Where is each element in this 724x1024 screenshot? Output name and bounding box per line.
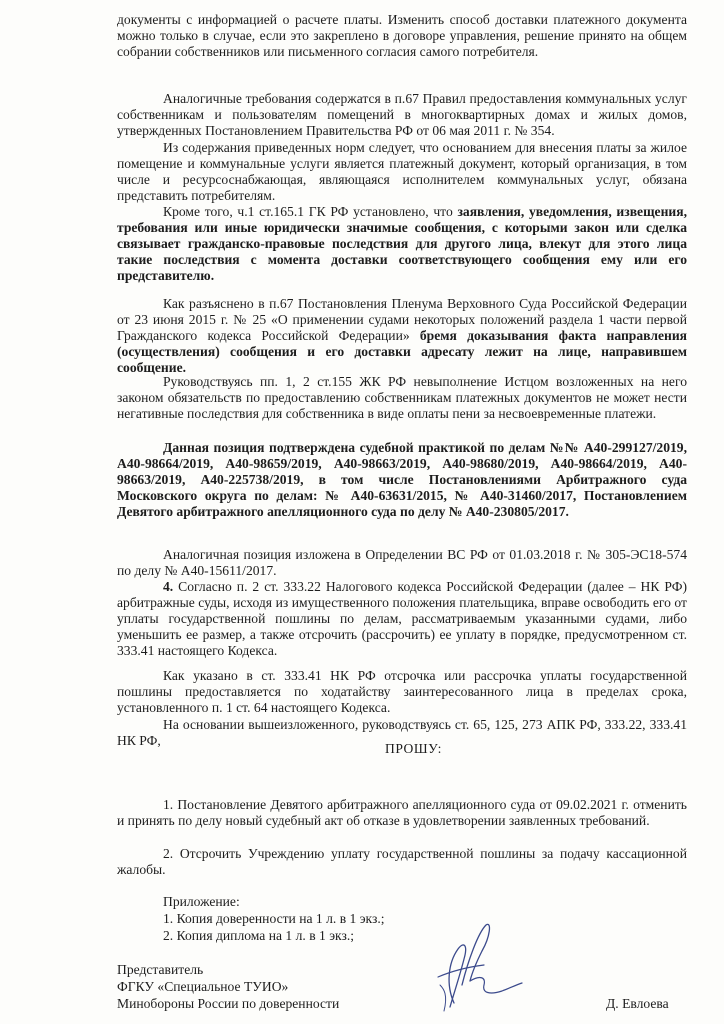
- appendix-item: 1. Копия доверенности на 1 л. в 1 экз.;: [163, 911, 385, 926]
- paragraph-gk-165-bold: заявления, уведомления, извещения, требования или иные юридически значимые сообщения, с которыми закон или сделка связывает гражданско-правовые последствия для другого лица, влекут для этого лица такие последствия с момента доставки соответствующего сообщения ему или его представителю.: [117, 204, 688, 283]
- paragraph-supreme-court: Аналогичная позиция изложена в Определении ВС РФ от 01.03.2018 г. № 305-ЭС18-574 по делу № А40-15611/2017.: [117, 547, 687, 578]
- request-item-2: 2. Отсрочить Учреждению уплату государственной пошлины за подачу кассационной жалобы.: [117, 846, 687, 877]
- signer-title: Представитель: [117, 962, 204, 977]
- paragraph-plenum-67-bold: бремя доказывания факта направления (осуществления) сообщения и его доставки адресату лежит на лице, направившем сообщение.: [117, 328, 688, 375]
- request-item-1: 1. Постановление Девятого арбитражного апелляционного суда от 09.02.2021 г. отменить и принять по делу новый судебный акт об отказе в удовлетворении заявленных требований.: [117, 797, 687, 828]
- handwritten-signature: [424, 915, 524, 1013]
- paragraph-plenum-67-plain: Как разъяснено в п.67 Постановления Пленума Верховного Суда Российской Федерации от 23 июня 2015 г. № 25 «О применении судами некоторых положений раздела 1 части первой Гражданского кодекса Российской Федерации»: [117, 296, 687, 343]
- paragraph-rules-67: Аналогичные требования содержатся в п.67 Правил предоставления коммунальных услуг собственникам и пользователям помещений в многоквартирных домах и жилых домов, утвержденных Постановлением Правительства РФ от 06 мая 2011 г. № 354.: [117, 91, 687, 138]
- paragraph-zhk-155: Руководствуясь пп. 1, 2 ст.155 ЖК РФ невыполнение Истцом возложенных на него законом обязательств по предоставлению собственникам платежных документов не может нести негативные последствия для собственника в виде оплаты пени за несвоевременные платежи.: [117, 374, 687, 421]
- paragraph-number: 4.: [163, 579, 174, 594]
- paragraph-nk-333-22: 4. Согласно п. 2 ст. 333.22 Налогового кодекса Российской Федерации (далее – НК РФ) арбитражные суды, исходя из имущественного положения плательщика, вправе освободить его от уплаты государственной пошлины по делам, рассматриваемым указанными судами, либо уменьшить ее размер, а также отсрочить (рассрочить) ее уплату в порядке, предусмотренном ст. 333.41 настоящего Кодекса.: [117, 579, 687, 658]
- signer-name: Д. Евлоева: [606, 996, 669, 1011]
- signer-authority: Минобороны России по доверенности: [117, 996, 340, 1011]
- paragraph-gk-165-plain: Кроме того, ч.1 ст.165.1 ГК РФ установлено, что: [163, 204, 458, 219]
- appendix-item: 2. Копия диплома на 1 л. в 1 экз.;: [163, 928, 355, 943]
- appendix-title: Приложение:: [163, 894, 240, 909]
- signer-organization: ФГКУ «Специальное ТУИО»: [117, 979, 289, 994]
- paragraph-payment-delivery: документы с информацией о расчете платы. Изменить способ доставки платежного документа можно только в случае, если это закреплено в договоре управления, решение принято на общем собрании собственников или письменного согласия самого потребителя.: [117, 12, 687, 59]
- paragraph-norms-content: Из содержания приведенных норм следует, что основанием для внесения платы за жилое помещение и коммунальные услуги является платежный документ, который организация, в том числе и ресурсоснабжающая, являющаяся исполнителем коммунальных услуг, обязана представить потребителям.: [117, 140, 687, 203]
- paragraph-nk-333-41: Как указано в ст. 333.41 НК РФ отсрочка или рассрочка уплаты государственной пошлины предоставляется по ходатайству заинтересованного лица в пределах срока, установленного п. 1 ст. 64 настоящего Кодекса.: [117, 668, 687, 715]
- paragraph-case-law: Данная позиция подтверждена судебной практикой по делам №№ А40-299127/2019, А40-98664/2019, А40-98659/2019, А40-98663/2019, А40-98680/2019, А40-98664/2019, А40-98663/2019, А40-225738/2019, в том числе Постановлениями Арбитражного суда Московского округа по делам: № А40-63631/2015, № А40-31460/2017, Постановлением Девятого арбитражного апелляционного суда по делу № А40-230805/2017.: [117, 440, 687, 519]
- paragraph-plenum-67: [117, 296, 687, 376]
- paragraph-gk-165: [117, 204, 687, 284]
- request-title: ПРОШУ:: [385, 741, 442, 756]
- paragraph-grounds: На основании вышеизложенного, руководствуясь ст. 65, 125, 273 АПК РФ, 333.22, 333.41 НК РФ,: [117, 717, 687, 748]
